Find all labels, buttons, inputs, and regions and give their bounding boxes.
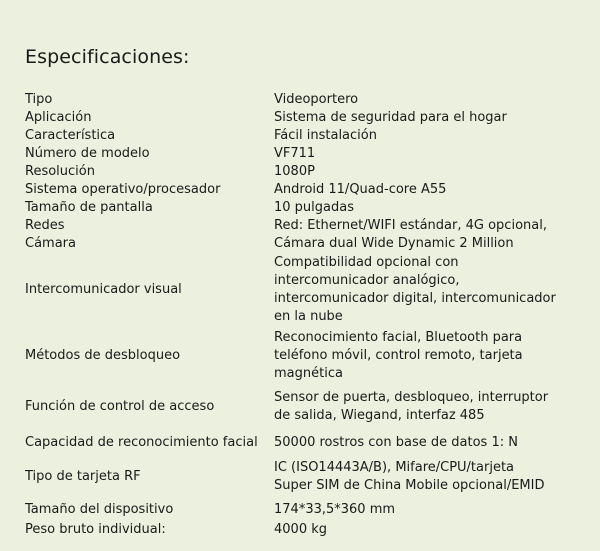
spec-value: 50000 rostros con base de datos 1: N	[274, 434, 518, 450]
spec-label: Tipo de tarjeta RF	[25, 469, 141, 484]
spec-label: Capacidad de reconocimiento facial	[25, 434, 258, 450]
spec-row-control-acceso	[25, 385, 590, 429]
spec-label: Resolución	[25, 164, 95, 179]
spec-label: Número de modelo	[25, 146, 150, 161]
spec-row-sistema	[25, 181, 590, 199]
spec-label: Aplicación	[25, 110, 92, 125]
spec-value: VF711	[274, 146, 316, 161]
spec-row-aplicacion	[25, 109, 590, 127]
spec-value: 10 pulgadas	[274, 200, 354, 215]
spec-value: Cámara dual Wide Dynamic 2 Million	[274, 236, 514, 251]
spec-row-modelo	[25, 145, 590, 163]
spec-label: Redes	[25, 218, 65, 233]
spec-row-intercomunicador	[25, 253, 590, 327]
spec-value: Android 11/Quad-core A55	[274, 182, 447, 197]
spec-label: Tamaño de pantalla	[25, 200, 153, 215]
spec-value: Sensor de puerta, desbloqueo, interruptor de salida, Wiegand, interfaz 485	[274, 390, 549, 423]
spec-label: Intercomunicador visual	[25, 282, 182, 297]
spec-row-caracteristica	[25, 127, 590, 145]
spec-label: Cámara	[25, 236, 76, 251]
spec-value: Videoportero	[274, 92, 359, 107]
spec-row-tipo	[25, 91, 590, 109]
spec-row-resolucion	[25, 163, 590, 181]
spec-row-redes	[25, 217, 590, 235]
spec-value: 1080P	[274, 164, 315, 179]
spec-row-camara	[25, 235, 590, 253]
spec-label: Tipo	[25, 92, 53, 107]
spec-label: Peso bruto individual:	[25, 522, 166, 537]
spec-value: Fácil instalación	[274, 128, 377, 143]
spec-value: Compatibilidad opcional con intercomunicador analógico, intercomunicador digital, intercomunicador en la nube	[274, 255, 556, 324]
spec-row-peso	[25, 521, 590, 539]
spec-row-tarjeta-rf	[25, 456, 590, 498]
spec-row-tamano-dispositivo	[25, 498, 590, 521]
spec-label: Métodos de desbloqueo	[25, 348, 181, 363]
spec-value: 174*33,5*360 mm	[274, 501, 396, 517]
spec-row-desbloqueo	[25, 327, 590, 385]
spec-label: Sistema operativo/procesador	[25, 182, 221, 197]
spec-label: Característica	[25, 128, 116, 143]
spec-label: Función de control de acceso	[25, 399, 215, 414]
spec-label: Tamaño del dispositivo	[25, 501, 174, 517]
spec-value: Sistema de seguridad para el hogar	[274, 110, 507, 125]
spec-value: IC (ISO14443A/B), Mifare/CPU/tarjeta Super SIM de China Mobile opcional/EMID	[274, 460, 545, 493]
spec-table	[25, 91, 590, 539]
spec-value: Reconocimiento facial, Bluetooth para teléfono móvil, control remoto, tarjeta magnética	[274, 330, 523, 381]
spec-value: Red: Ethernet/WIFI estándar, 4G opcional,	[274, 218, 547, 233]
spec-row-reconocimiento	[25, 429, 590, 456]
spec-value: 4000 kg	[274, 522, 327, 537]
spec-row-pantalla	[25, 199, 590, 217]
page-title: Especificaciones:	[25, 46, 190, 68]
